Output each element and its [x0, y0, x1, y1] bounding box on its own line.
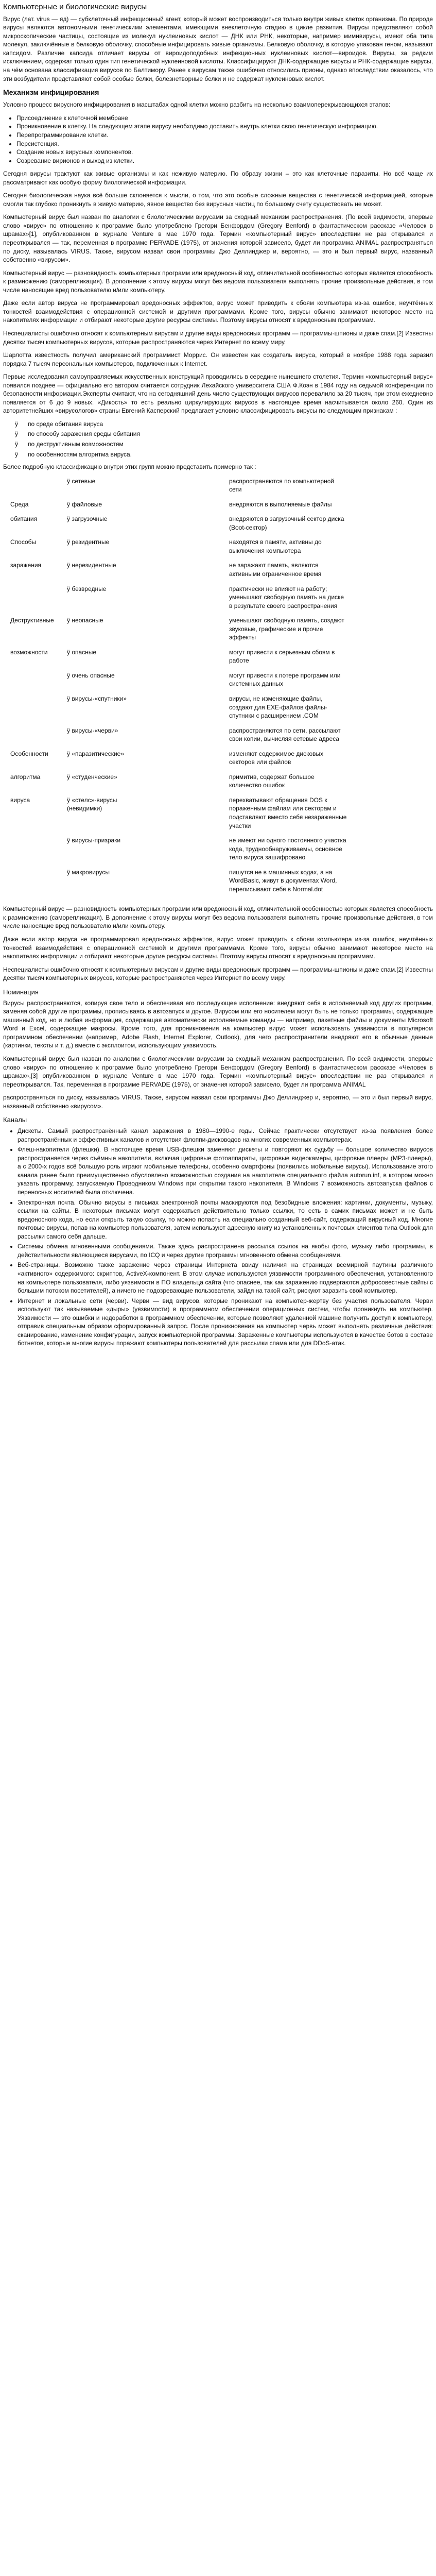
table-cell: [9, 584, 66, 616]
table-cell: [133, 615, 228, 647]
criteria-list: [12, 420, 433, 459]
table-cell: обитания: [10, 515, 38, 523]
criteria-text: по среде обитания вируса: [28, 420, 103, 428]
bullet-icon: ÿ: [15, 450, 18, 458]
table-cell: [9, 725, 66, 749]
table-cell: [133, 725, 228, 749]
table-cell: могут привести к потере программ или системных данных: [229, 671, 341, 688]
intro-paragraph: Вирус (лат. virus — яд) — субклеточный инфекционный агент, который может воспроизводиться только внутри живых клеток организма. По природе вирусы являются автономными генетическими элементами, имеющими внеклеточную стадию в цикле развития. Вирусы представляют собой микроскопические частицы, состоящие из молекул нуклеиновых кислот — ДНК или РНК, некоторые, например мимивирусы, имеют оба типа молекул, заключённые в белковую оболочку, способные инфицировать живые организмы. Белковую оболочку, в которую упакован геном, называют капсидом. Различие капсида отличает вирусы от вироидоподобных инфекционных нуклеиновых кислот—вироидов. Вирусы, за редким исключением, содержат только один тип генетической нуклеиновой кислоты. Классифицируют ДНК-содержащие вирусы и РНК-содержащие вирусы, на чём основана классификация вирусов по Балтимору. Ранее к вирусам также ошибочно относились прионы, однако впоследствии оказалось, что эти возбудители представляют собой особые белки, болезнетворные белки и не содержат нуклеиновых кислот.: [3, 15, 433, 82]
table-cell: ÿ «стелс»-вирусы (невидимки): [67, 796, 117, 812]
table-cell: ÿ вирусы-«черви»: [67, 726, 118, 734]
list-item: • Электронная почта. Обычно вирусы в письмах электронной почты маскируются под безобидные вложения: картинки, документы, музыку, ссылки на сайты. В некоторых письмах могут содержаться действительно только ссылки, то есть в самих письмах может и не быть вредоносного кода, но если открыть такую ссылку, то можно попасть на специально созданный веб-сайт, содержащий вирусный код. Многие почтовые вирусы, попав на компьютер пользователя, затем используют адресную книгу из установленных почтовых клиентов типа Outlook для рассылки самого себя дальше.: [18, 1198, 433, 1241]
table-cell: ÿ очень опасные: [67, 671, 115, 679]
list-item: • Интернет и локальные сети (черви). Черви — вид вирусов, которые проникают на компьютер-жертву без участия пользователя. Черви используют так называемые «дыры» (уязвимости) в программном обеспечении операционных систем, чтобы проникнуть на компьютер. Уязвимости — это ошибки и недоработки в программном обеспечении, которые позволяют удаленной машине получить доступ к компьютеру, отправив специальным образом сформированный запрос. После проникновения на компьютер червь может выполнять различные действия: сканирование, изменение конфигурации, запуск компьютерной программы. Зараженные компьютеры используются в качестве ботов в составе ботнетов, которые многие вирусы поражают компьютеры пользователей для рассылки спама или для DDoS-атак.: [18, 1297, 433, 1348]
table-cell: [9, 867, 66, 899]
paragraph: Вирусы распространяются, копируя свое тело и обеспечивая его последующее исполнение: внедряют себя в исполняемый код других программ, заменяя собой другие программы, прописываясь в автозапуск и другое. Вирусом или его носителем могут быть не только программы, содержащие машинный код, но и любая информация, содержащая автоматически исполняемые команды — например, пакетные файлы и документы Microsoft Word и Excel, содержащие макросы. Кроме того, для проникновения на компьютер вирус может использовать уязвимости в популярном программном обеспечении (например, Adobe Flash, Internet Explorer, Outlook), для чего распространители внедряют его в обычные данные (картинки, тексты и т. д.) вместе с эксплоитом, использующим уязвимость.: [3, 999, 433, 1049]
list-item: • Персистенция.: [16, 140, 433, 148]
criteria-text: по способу заражения среды обитания: [28, 430, 140, 438]
mechanism-intro: Условно процесс вирусного инфицирования в масштабах одной клетки можно разбить на несколько взаимоперекрывающихся этапов:: [3, 101, 391, 109]
table-cell: Среда: [10, 500, 29, 508]
table-cell: [133, 560, 228, 583]
paragraph: распространяться по диску, называлась VIRUS. Также, вирусом назвал свои программы Джо Деллинджер и, вероятно, — это и был первый вирус, названный собственно «вирусом».: [3, 1094, 433, 1110]
bullet-icon: ÿ: [15, 430, 18, 438]
table-cell: ÿ макровирусы: [67, 868, 110, 876]
list-item: • Перепрограммирование клетки.: [16, 131, 433, 140]
table-cell: [9, 693, 66, 725]
table-row: [9, 499, 352, 514]
table-cell: [133, 670, 228, 693]
table-cell: алгоритма: [10, 773, 41, 781]
table-row: [9, 476, 352, 499]
table-cell: ÿ файловые: [67, 500, 102, 508]
table-row: [9, 772, 352, 795]
table-cell: примитив, содержат большое количество ошибок: [229, 773, 315, 789]
table-cell: не заражают память, являются активными ограниченное время: [229, 562, 322, 578]
classification-table: [9, 476, 352, 899]
table-cell: ÿ «паразитические»: [67, 750, 125, 757]
table-cell: [133, 772, 228, 795]
table-cell: внедряются в выполняемые файлы: [229, 500, 332, 508]
paragraph: Компьютерный вирус — разновидность компьютерных программ или вредоносный код, отличительной особенностью которых является способность к размножению (саморепликация). В дополнение к этому вирусы могут без ведома пользователя выполнять прочие произвольные действия, в том числе наносящие вред пользователю и/или компьютеру.: [3, 905, 433, 930]
bullet-icon: ÿ: [15, 420, 18, 428]
table-cell: [133, 647, 228, 670]
table-cell: ÿ сетевые: [67, 477, 96, 485]
table-cell: [133, 795, 228, 835]
table-cell: Особенности: [10, 750, 48, 757]
table-cell: [133, 514, 228, 537]
paragraph: Сегодня вирусы трактуют как живые организмы и как неживую материю. По образу жизни – это как клеточные паразиты. Но всё чаще их рассматривают как особую форму биологической информации.: [3, 170, 433, 186]
nomination-heading: Номинация: [3, 988, 39, 996]
table-cell: ÿ «студенческие»: [67, 773, 117, 781]
list-item: • Созревание вирионов и выход из клетки.: [16, 157, 433, 165]
table-cell: [9, 835, 66, 867]
table-cell: ÿ нерезидентные: [67, 562, 116, 569]
table-cell: Деструктивные: [10, 617, 54, 624]
table-cell: [133, 693, 228, 725]
table-cell: [133, 499, 228, 514]
table-cell: практически не влияют на работу; уменьшают свободную память на диске в результате своего распространения: [229, 585, 344, 609]
table-cell: вируса: [10, 796, 30, 804]
table-cell: пишутся не в машинных кодах, а на WordBasic, живут в документах Word, переписывают себя в Normal.dot: [229, 868, 337, 893]
table-row: [9, 749, 352, 772]
table-row: [9, 725, 352, 749]
table-cell: ÿ резидентные: [67, 538, 110, 546]
table-cell: перехватывают обращения DOS к пораженным файлам или секторам и подставляют вместо себя незараженные участки: [229, 796, 347, 829]
table-row: [9, 867, 352, 899]
table-cell: изменяют содержимое дисковых секторов или файлов: [229, 750, 324, 766]
table-row: [9, 615, 352, 647]
paragraph: Компьютерный вирус был назван по аналогии с биологическими вирусами за сходный механизм распространения. (По всей видимости, впервые слово «вирус» по отношению к программе было употреблено Грегори Бенфордом (Gregory Benford) в фантастическом рассказе «Человек в шрамах»[1], опубликованном в журнале Venture в мае 1970 года. Термин «компьютерный вирус» впоследствии не раз открывался и переоткрывался — так, переменная в программе PERVADE (1975), от значения которой зависело, будет ли программа ANIMAL распространяться по диску, называлась VIRUS. Также, вирусом назвал свои программы Джо Деллинджер и, вероятно, — это и был первый вирус, названный собственно «вирусом».: [3, 213, 433, 264]
table-cell: распространяются по компьютерной сети: [229, 477, 335, 494]
table-row: [9, 693, 352, 725]
table-cell: [133, 749, 228, 772]
list-item: [12, 430, 433, 438]
paragraph: Неспециалисты ошибочно относят к компьютерным вирусам и другие виды вредоносных программ — программы-шпионы и даже спам.[2] Известны десятки тысяч компьютерных вирусов, которые распространяются через Интернет по всему миру.: [3, 329, 433, 346]
table-cell: [9, 476, 66, 499]
table-cell: не имеют ни одного постоянного участка кода, труднообнаруживаемы, основное тело вируса зашифровано: [229, 837, 346, 861]
paragraph: Даже если автор вируса не программировал вредоносных эффектов, вирус может приводить к сбоям компьютера из-за ошибок, неучтённых тонкостей взаимодействия с операционной системой и другими программами. Кроме того, вирусы обычно занимают некоторое место на накопителях информации и отбирают некоторые другие ресурсы системы. Поэтому вирусы относят к вредоносным программам.: [3, 299, 433, 324]
table-cell: Способы: [10, 538, 37, 546]
table-cell: [9, 670, 66, 693]
table-cell: [133, 537, 228, 560]
list-item: • Веб-страницы. Возможно также заражение через страницы Интернета ввиду наличия на страницах всемирной паутины различного «активного» содержимого: скриптов, ActiveX-компонент. В этом случае используются уязвимости программного обеспечения, установленного на компьютере пользователя, либо уязвимости в ПО владельца сайта (что опаснее, так как заражению подвергаются добросовестные сайты с большим потоком посетителей), а ничего не подозревающие пользователи, зайдя на такой сайт, рискуют заразить свой компьютер.: [18, 1261, 433, 1295]
list-item: [12, 450, 433, 459]
table-row: [9, 537, 352, 560]
table-row: [9, 514, 352, 537]
table-row: [9, 584, 352, 616]
table-row: [9, 670, 352, 693]
table-cell: возможности: [10, 648, 48, 656]
list-item: • Системы обмена мгновенными сообщениями. Также здесь распространена рассылка ссылок на якобы фото, музыку либо программы, в действительности являющиеся вирусами, по ICQ и через другие программы мгновенного обмена сообщениями.: [18, 1242, 433, 1259]
paragraph: Компьютерный вирус был назван по аналогии с биологическими вирусами за сходный механизм распространения. По всей видимости, впервые слово «вирус» по отношению к программе было употреблено Грегори Бенфордом (Gregory Benford) в фантастическом рассказе «Человек в шрамах»,[3] опубликованном в журнале Venture в мае 1970 года. Термин «компьютерный вирус» впоследствии не раз открывался и переоткрывался. Так, переменная в программе PERVADE (1975), от значения которой зависело, будет ли программа ANIMAL: [3, 1055, 433, 1088]
table-cell: [133, 835, 228, 867]
table-row: [9, 560, 352, 583]
list-item: [12, 440, 433, 449]
criteria-text: по особенностям алгоритма вируса.: [28, 450, 132, 458]
list-item: • Создание новых вирусных компонентов.: [16, 148, 433, 157]
paragraph: Шарлотта известность получил американский программист Моррис. Он известен как создатель вируса, который в ноябре 1988 года заразил порядка 7 тысяч персональных компьютеров, подключенных к Internet.: [3, 351, 433, 367]
table-cell: находятся в памяти, активны до выключения компьютера: [229, 538, 322, 554]
table-cell: вирусы, не изменяющие файлы, создают для EXE-файлов файлы-спутники с расширением .COM: [229, 695, 327, 720]
table-cell: заражения: [10, 562, 42, 569]
mechanism-heading: Механизм инфицирования: [3, 88, 99, 97]
table-cell: [133, 476, 228, 499]
list-item: • Флеш-накопители (флешки). В настоящее время USB-флешки заменяют дискеты и повторяют их судьбу — большое количество вирусов распространяется через съёмные накопители, включая цифровые фотоаппараты, цифровые видеокамеры, цифровые плееры (MP3-плееры), а с 2000-х годов всё большую роль играют мобильные телефоны, особенно смартфоны (появились мобильные вирусы). Использование этого канала ранее было преимущественно обусловлено возможностью создания на накопителе специального файла autorun.inf, в котором можно указать программу, запускаемую Проводником Windows при открытии такого накопителя. В Windows 7 возможность автозапуска файлов с переносных носителей была отключена.: [18, 1145, 433, 1196]
table-cell: ÿ вирусы-«спутники»: [67, 695, 127, 702]
paragraph: Первые исследования самоуправляемых искусственных конструкций проводились в середине нынешнего столетия. Термин «компьютерный вирус» появился позднее — официально его автором считается сотрудник Лехайского университета США Ф.Коэн в 1984 году на седьмой конференции по безопасности информации.Эксперты считают, что на сегодняшний день число существующих вирусов перевалило за 20 тысяч, при этом ежедневно появляется от 6 до 9 новых. «Дикость» то есть реально циркулирующих вирусов в настоящее время насчитывается около 260. Один из авторитетнейших «вирусологов» страны Евгений Касперский предлагает условно классифицировать вирусы по следующим признакам :: [3, 373, 433, 415]
table-row: [9, 795, 352, 835]
table-row: [9, 647, 352, 670]
table-cell: ÿ неопасные: [67, 617, 103, 624]
paragraph: Даже если автор вируса не программировал вредоносных эффектов, вирус может приводить к сбоям компьютера из-за ошибок, неучтённых тонкостей взаимодействия с операционной системой и другими программами. Кроме того, вирусы обычно занимают некоторое место на накопителях информации и отбирают некоторые другие ресурсы системы. Поэтому вирусы относят к вредоносным программам.: [3, 936, 433, 960]
table-row: [9, 835, 352, 867]
page-title: Компьютерные и биологические вирусы: [3, 3, 147, 11]
paragraph: Неспециалисты ошибочно относят к компьютерным вирусам и другие виды вредоносных программ — программы-шпионы и даже спам.[2] Известны десятки тысяч компьютерных вирусов, которые распространяются через Интернет по всему миру.: [3, 965, 433, 982]
table-cell: ÿ опасные: [67, 648, 97, 656]
bullet-icon: ÿ: [15, 440, 18, 448]
table-cell: распространяются по сети, рассылают свои копии, вычисляя сетевые адреса: [229, 726, 341, 743]
table-cell: уменьшают свободную память, создают звуковые, графические и прочие эффекты: [229, 617, 344, 641]
table-cell: ÿ загрузочные: [67, 515, 108, 523]
table-cell: [133, 867, 228, 899]
channels-heading: Каналы: [3, 1116, 27, 1124]
mechanism-steps-list: [3, 114, 433, 165]
channels-list: [3, 1127, 433, 1348]
list-item: • Присоединение к клеточной мембране: [16, 114, 433, 123]
table-cell: ÿ вирусы-призраки: [67, 837, 121, 844]
list-item: • Дискеты. Самый распространённый канал заражения в 1980—1990-е годы. Сейчас практически отсутствует из-за появления более распространённых и эффективных каналов и отсутствия флоппи-дисководов на многих современных компьютерах.: [18, 1127, 433, 1144]
list-item: • Проникновение в клетку. На следующем этапе вирусу необходимо доставить внутрь клетки свою генетическую информацию.: [16, 122, 433, 131]
paragraph: Компьютерный вирус — разновидность компьютерных программ или вредоносный код, отличительной особенностью которых является способность к размножению (саморепликация). В дополнение к этому вирусы могут без ведома пользователя выполнять прочие произвольные действия, в том числе наносящие вред пользователю и/или компьютеру.: [3, 269, 433, 294]
paragraph: Сегодня биологическая наука всё больше склоняется к мысли, о том, что это особые сложные вещества с генетической информацией, которые смогли так глубоко проникнуть в живую материю, явное вещество без вирусных частиц по большому счету существовать не может.: [3, 192, 433, 208]
table-cell: могут привести к серьезным сбоям в работе: [229, 648, 335, 665]
table-cell: ÿ безвредные: [67, 585, 107, 592]
table-cell: [133, 584, 228, 616]
list-item: [12, 420, 433, 429]
table-cell: внедряются в загрузочный сектор диска (Boot-сектор): [229, 515, 344, 531]
criteria-text: по деструктивным возможностям: [28, 440, 124, 448]
paragraph: Более подробную классификацию внутри этих групп можно представить примерно так :: [3, 463, 256, 471]
